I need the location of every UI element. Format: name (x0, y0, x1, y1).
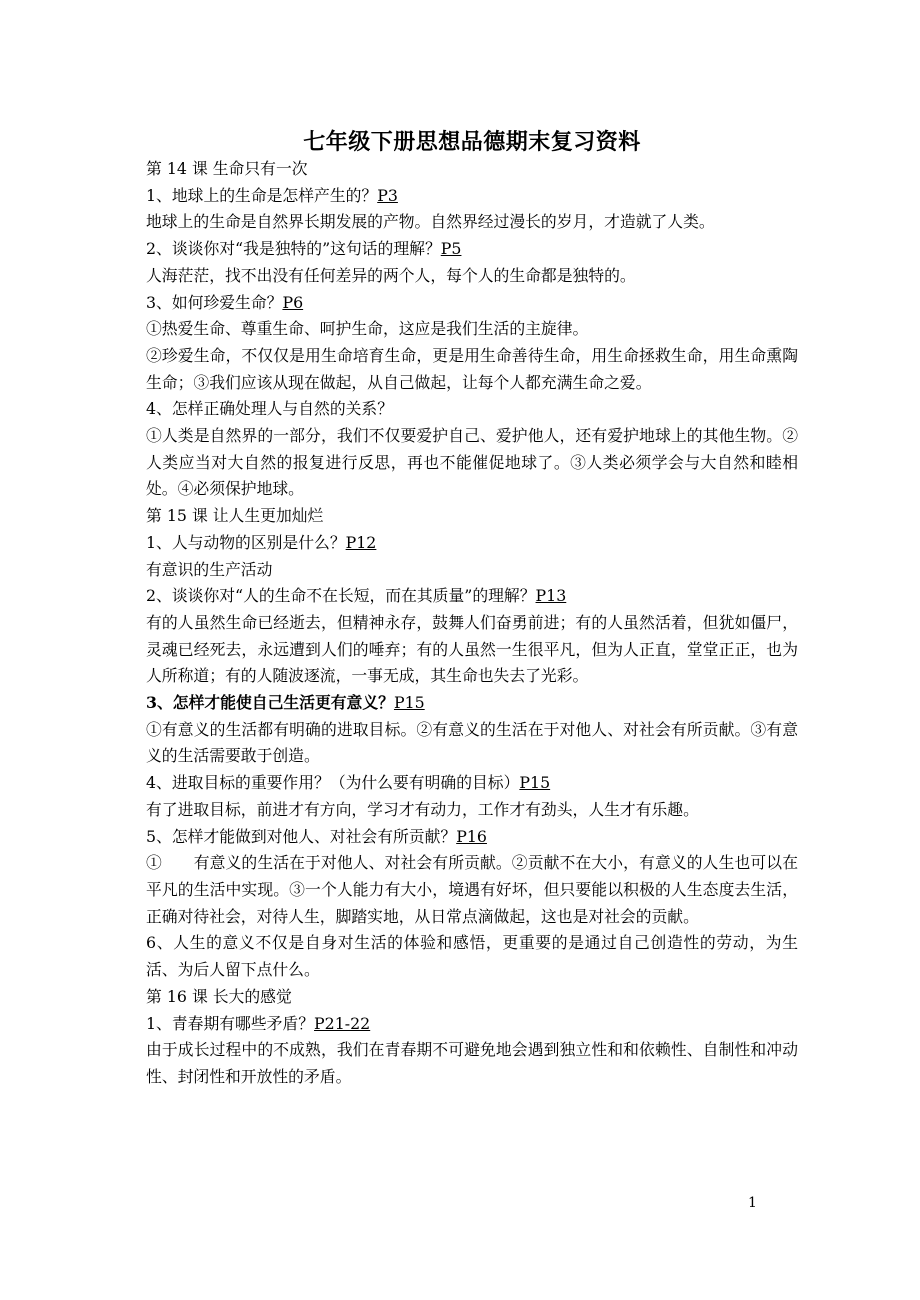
lesson-15-question-3 (146, 690, 798, 717)
question-text: 2、谈谈你对“我是独特的”这句话的理解？ (146, 239, 441, 259)
document-body (146, 156, 798, 1091)
lesson-15-answer-2: 有的人虽然生命已经逝去，但精神永存，鼓舞人们奋勇前进；有的人虽然活着，但犹如僵尸，灵魂已经死去，永远遭到人们的唾弃；有的人虽然一生很平凡，但为人正直，堂堂正正，也为人所称道；有的人随波逐流，一事无成，其生命也失去了光彩。 (146, 612, 798, 686)
page-reference: P15 (393, 693, 425, 713)
lesson-14-answer-2: 人海茫茫，找不出没有任何差异的两个人，每个人的生命都是独特的。 (146, 265, 636, 285)
lesson-15-question-1 (146, 530, 798, 557)
document-title: 七年级下册思想品德期末复习资料 (303, 130, 641, 155)
page-reference: P12 (345, 532, 377, 552)
lesson-16-heading: 第 16 课 长大的感觉 (146, 986, 292, 1006)
page-reference: P21-22 (314, 1013, 371, 1033)
question-text: 2、谈谈你对“人的生命不在长短，而在其质量”的理解？ (146, 586, 536, 606)
lesson-14-heading: 第 14 课 生命只有一次 (146, 159, 308, 178)
lesson-15-question-2 (146, 583, 798, 610)
question-text: 4、进取目标的重要作用？（为什么要有明确的目标） (146, 773, 520, 793)
lesson-14-question-1 (146, 183, 798, 210)
page-reference: P3 (377, 185, 398, 205)
page-reference: P16 (456, 826, 487, 846)
page-number: 1 (748, 1195, 757, 1211)
question-text: 1、地球上的生命是怎样产生的？ (146, 185, 378, 205)
lesson-14-answer-3-part-2: ②珍爱生命，不仅仅是用生命培育生命，更是用生命善待生命，用生命拯救生命，用生命熏陶生命；③我们应该从现在做起，从自己做起，让每个人都充满生命之爱。 (146, 345, 798, 392)
question-text: 3、如何珍爱生命？ (146, 292, 283, 312)
page-reference: P6 (282, 292, 304, 312)
lesson-14-answer-3-part-1: ①热爱生命、尊重生命、呵护生命，这应是我们生活的主旋律。 (146, 319, 589, 339)
question-text: 5、怎样才能做到对他人、对社会有所贡献？ (146, 826, 457, 846)
lesson-15-heading: 第 15 课 让人生更加灿烂 (146, 506, 324, 526)
lesson-15-answer-3: ①有意义的生活都有明确的进取目标。②有意义的生活在于对他人、对社会有所贡献。③有意义的生活需要敢于创造。 (146, 719, 798, 766)
lesson-14-answer-4: ①人类是自然界的一部分，我们不仅要爱护自己、爱护他人，还有爱护地球上的其他生物。②人类应当对大自然的报复进行反思，再也不能催促地球了。③人类必须学会与大自然和睦相处。④必须保护地球。 (146, 426, 798, 499)
lesson-15-question-5 (146, 824, 798, 851)
lesson-15-answer-1: 有意识的生产活动 (146, 559, 273, 579)
lesson-15-question-4 (146, 770, 798, 797)
lesson-16-question-1 (146, 1011, 798, 1038)
page-reference: P15 (519, 773, 551, 793)
page-reference: P13 (535, 586, 567, 606)
lesson-16-answer-1: 由于成长过程中的不成熟，我们在青春期不可避免地会遇到独立性和和依赖性、自制性和冲动性、封闭性和开放性的矛盾。 (146, 1040, 798, 1086)
lesson-15-answer-4: 有了进取目标，前进才有方向，学习才有动力，工作才有劲头，人生才有乐趣。 (146, 799, 699, 819)
question-text: 1、青春期有哪些矛盾？ (146, 1013, 315, 1033)
page-reference: P5 (440, 239, 462, 259)
lesson-14-question-3 (146, 290, 798, 317)
question-text: 4、怎样正确处理人与自然的关系？ (146, 399, 394, 419)
question-text: 1、人与动物的区别是什么？ (146, 532, 346, 552)
lesson-14-answer-1: 地球上的生命是自然界长期发展的产物。自然界经过漫长的岁月，才造就了人类。 (146, 212, 715, 232)
lesson-15-answer-5: ① 有意义的生活在于对他人、对社会有所贡献。②贡献不在大小，有意义的人生也可以在平凡的生活中实现。③一个人能力有大小，境遇有好坏，但只要能以积极的人生态度去生活，正确对待社会，对待人生，脚踏实地，从日常点滴做起，这也是对社会的贡献。 (146, 853, 798, 926)
lesson-14-question-4 (146, 396, 798, 423)
lesson-15-point-6: 6、人生的意义不仅是自身对生活的体验和感悟，更重要的是通过自己创造性的劳动，为生活、为后人留下点什么。 (146, 933, 798, 980)
question-text: 3、怎样才能使自己生活更有意义？ (146, 693, 394, 713)
lesson-14-question-2 (146, 236, 798, 263)
